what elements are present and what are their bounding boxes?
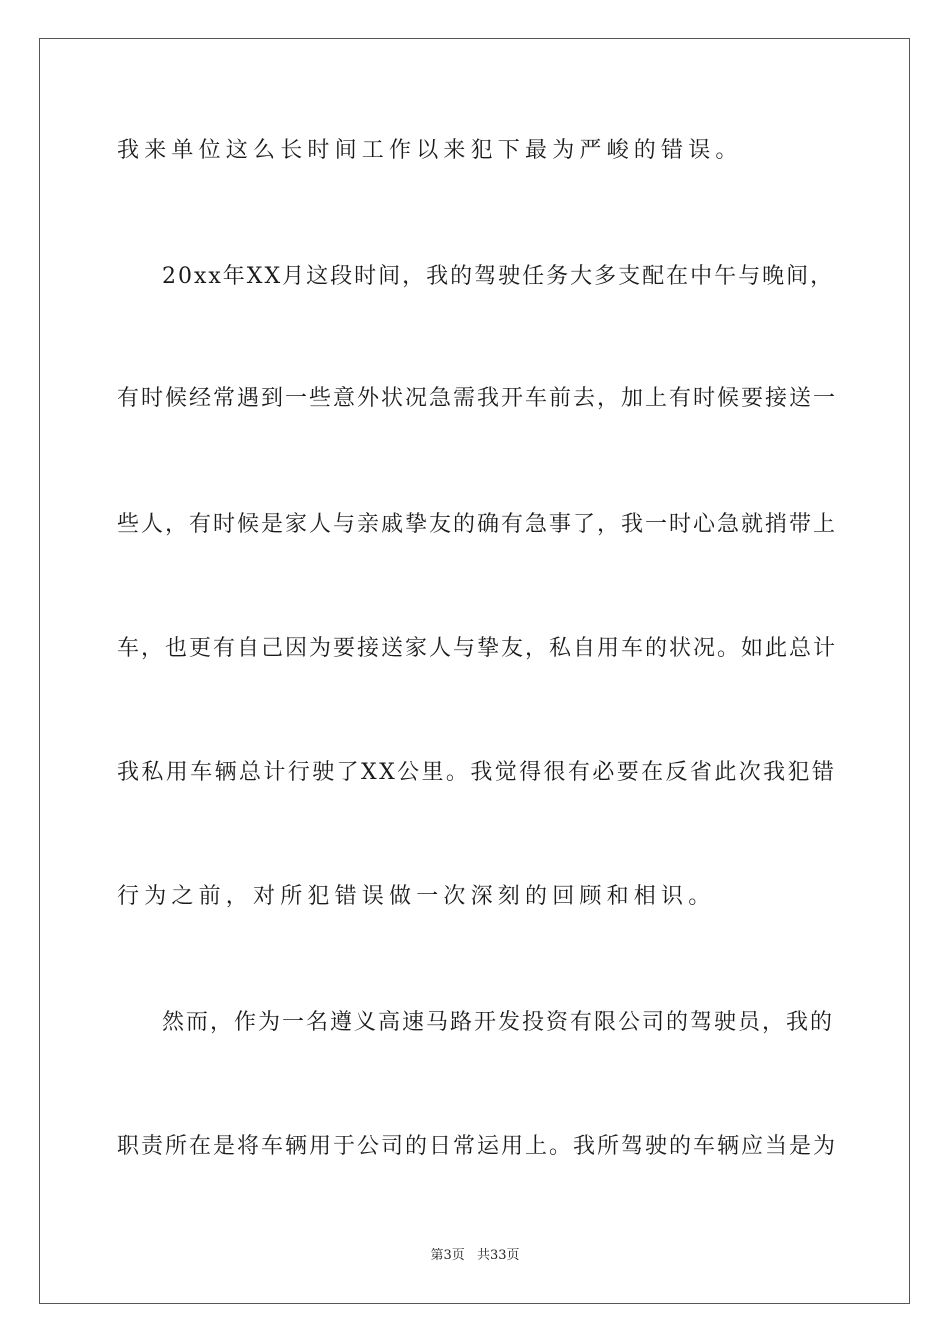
- text-line-1: 我来单位这么长时间工作以来犯下最为严峻的错误。: [117, 138, 743, 163]
- text-line-9: 职责所在是将车辆用于公司的日常运用上。我所驾驶的车辆应当是为: [117, 1134, 838, 1159]
- text-line-6: 我私用车辆总计行驶了XX公里。我觉得很有必要在反省此次我犯错: [117, 760, 837, 785]
- text-line-5: 车，也更有自己因为要接送家人与挚友，私自用车的状况。如此总计: [117, 636, 838, 661]
- page-footer: [0, 1247, 950, 1265]
- page-border: [39, 38, 910, 1304]
- text-line-3: 有时候经常遇到一些意外状况急需我开车前去，加上有时候要接送一: [117, 386, 838, 411]
- page-number: 第3页: [430, 1248, 465, 1263]
- text-line-7: 行为之前，对所犯错误做一次深刻的回顾和相识。: [117, 884, 716, 909]
- text-line-8: 然而，作为一名遵义高速马路开发投资有限公司的驾驶员，我的: [162, 1010, 835, 1035]
- text-line-4: 些人，有时候是家人与亲戚挚友的确有急事了，我一时心急就捎带上: [117, 512, 838, 537]
- page-count: 共33页: [476, 1248, 520, 1263]
- text-line-2: 20xx年XX月这段时间，我的驾驶任务大多支配在中午与晚间，: [162, 264, 835, 289]
